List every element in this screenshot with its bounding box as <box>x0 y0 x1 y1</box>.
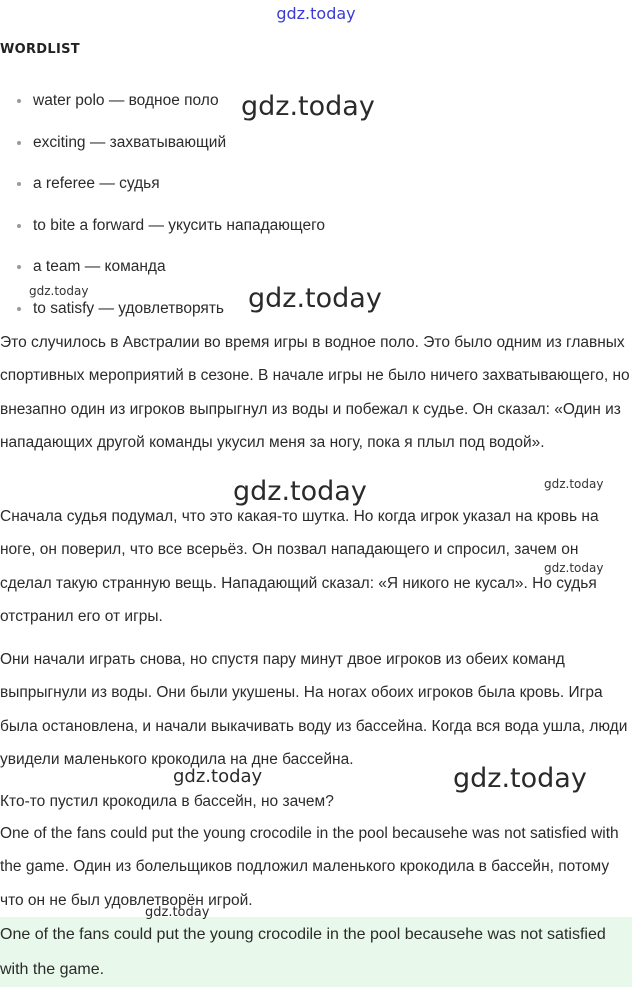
watermark: gdz.today <box>241 91 375 122</box>
wordlist-item-text: to satisfy — удовлетворять <box>33 299 224 317</box>
watermark: gdz.today <box>453 763 587 794</box>
wordlist-item-text: to bite a forward — укусить нападающего <box>33 216 326 234</box>
watermark: gdz.today <box>233 476 367 507</box>
watermark: gdz.today <box>145 905 210 920</box>
wordlist-title: WORDLIST <box>0 42 80 57</box>
wordlist-item-text: a team — команда <box>33 258 166 276</box>
answer-text: One of the fans could put the young crocodile in the pool becausehe was not satisfied with the game. <box>0 926 606 978</box>
wordlist-item-text: exciting — захватывающий <box>33 133 227 151</box>
bullet-dot-icon <box>17 182 21 186</box>
watermark: gdz.today <box>544 477 604 491</box>
story-paragraph-1: Это случилось в Австралии во время игры в водное поло. Это было одним из главных спортивных мероприятий в сезоне. В начале игры не было ничего захватывающего, но внезапно один из игроков выпрыгнул из воды и побежал к судье. Он сказал: «Один из нападающих другой команды укусил меня за ногу, пока я плыл под водой». <box>0 334 630 451</box>
story-paragraph-3: Они начали играть снова, но спустя пару минут двое игроков из обеих команд выпрыгнули из воды. Они были укушены. На ногах обоих игроков была кровь. Игра была остановлена, и начали выкачивать воду из бассейна. Когда вся вода ушла, люди увидели маленького крокодила на дне бассейна. <box>0 651 628 768</box>
bullet-dot-icon <box>17 99 21 103</box>
solution-text: One of the fans could put the young crocodile in the pool becausehe was not satisfied with the game. Один из болельщиков подложил маленького крокодила в бассейн, потому что он не был удовлетворён игрой. <box>0 825 619 909</box>
bullet-dot-icon <box>17 224 21 228</box>
site-logo[interactable]: gdz.today <box>276 4 356 23</box>
wordlist-item-text: water polo — водное поло <box>33 92 219 109</box>
bullet-dot-icon <box>17 141 21 145</box>
watermark: gdz.today <box>29 284 89 298</box>
bullet-dot-icon <box>17 307 21 311</box>
watermark: gdz.today <box>173 766 263 787</box>
story-paragraph-2: Сначала судья подумал, что это какая-то шутка. Но когда игрок указал на кровь на ноге, он поверил, что все всерьёз. Он позвал нападающего и спросил, зачем он сделал такую странную вещь. Нападающий сказал: «Я никого не кусал». Но судья отстранил его от игры. <box>0 508 599 625</box>
watermark: gdz.today <box>544 561 604 575</box>
answer-box <box>0 917 632 987</box>
wordlist-item-text: a referee — судья <box>33 175 160 193</box>
question-text: Кто-то пустил крокодила в бассейн, но зачем? <box>0 793 334 810</box>
bullet-dot-icon <box>17 265 21 269</box>
watermark: gdz.today <box>248 283 382 314</box>
wordlist-item <box>0 173 325 215</box>
wordlist-item <box>0 215 325 257</box>
wordlist-item <box>0 132 325 174</box>
